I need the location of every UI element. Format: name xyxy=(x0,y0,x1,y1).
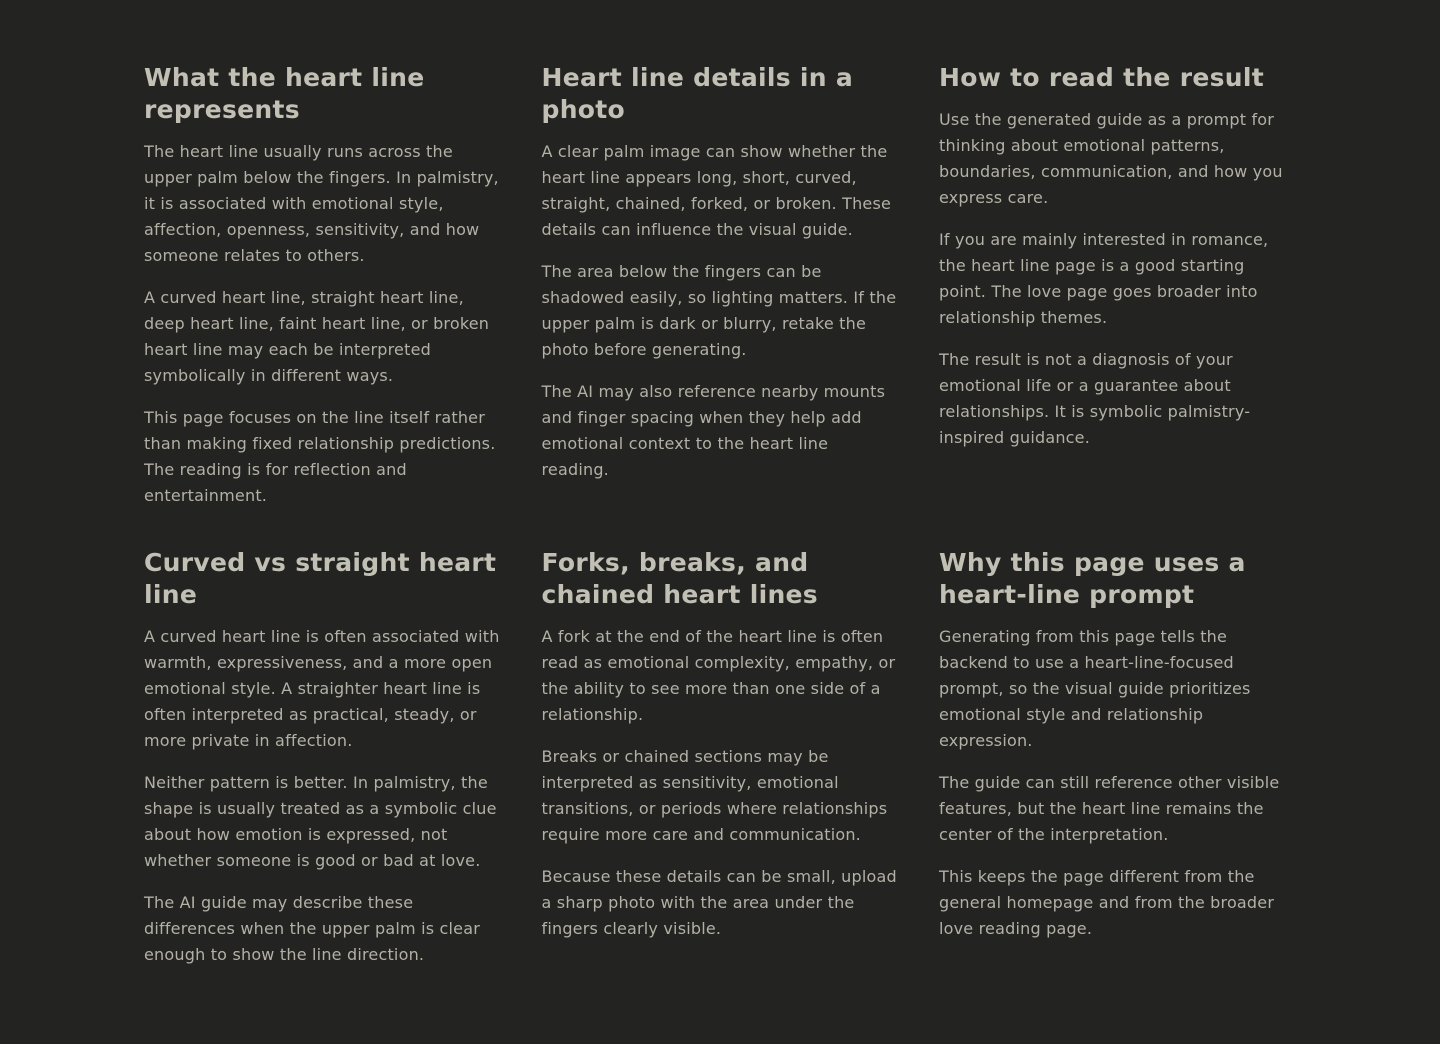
section-heading: Forks, breaks, and chained heart lines xyxy=(541,548,818,609)
section-paragraph: The AI may also reference nearby mounts and finger spacing when they help add emotional context to the heart line reading. xyxy=(541,382,886,479)
section-paragraph: This page focuses on the line itself rather than making fixed relationship predictions. The reading is for reflection and entertainment. xyxy=(144,408,496,505)
section-heading: Heart line details in a photo xyxy=(541,63,854,124)
section-paragraph: If you are mainly interested in romance, the heart line page is a good starting point. The love page goes broader into relationship themes. xyxy=(939,230,1269,327)
section-curved-vs-straight xyxy=(144,547,501,968)
section-heading: Curved vs straight heart line xyxy=(144,548,497,609)
section-heading: Why this page uses a heart-line prompt xyxy=(939,548,1246,609)
section-paragraph: The AI guide may describe these differences when the upper palm is clear enough to show the line direction. xyxy=(144,893,480,964)
section-why-heart-line-prompt xyxy=(939,547,1296,968)
section-paragraph: A curved heart line, straight heart line, deep heart line, faint heart line, or broken heart line may each be interpreted symbolically in different ways. xyxy=(144,288,490,385)
section-paragraph: Breaks or chained sections may be interpreted as sensitivity, emotional transitions, or periods where relationships require more care and communication. xyxy=(541,747,888,844)
section-how-to-read-result xyxy=(939,62,1296,509)
section-paragraph: Generating from this page tells the backend to use a heart-line-focused prompt, so the visual guide prioritizes emotional style and relationship expression. xyxy=(939,627,1251,750)
section-paragraph: A clear palm image can show whether the heart line appears long, short, curved, straight, chained, forked, or broken. These details can influence the visual guide. xyxy=(541,142,892,239)
section-heading: How to read the result xyxy=(939,63,1264,92)
section-paragraph: The result is not a diagnosis of your emotional life or a guarantee about relationships. It is symbolic palmistry-inspired guidance. xyxy=(939,350,1251,447)
info-sections-grid xyxy=(144,62,1296,968)
section-paragraph: A fork at the end of the heart line is often read as emotional complexity, empathy, or the ability to see more than one side of a relationship. xyxy=(541,627,896,724)
section-heart-line-represents xyxy=(144,62,501,509)
section-forks-breaks-chains xyxy=(542,547,899,968)
section-paragraph: Use the generated guide as a prompt for thinking about emotional patterns, boundaries, communication, and how you express care. xyxy=(939,110,1283,207)
section-paragraph: This keeps the page different from the general homepage and from the broader love reading page. xyxy=(939,867,1275,938)
section-paragraph: The heart line usually runs across the upper palm below the fingers. In palmistry, it is associated with emotional style, affection, openness, sensitivity, and how someone relates to others. xyxy=(144,142,499,265)
section-paragraph: Because these details can be small, upload a sharp photo with the area under the fingers clearly visible. xyxy=(541,867,897,938)
section-heart-line-details xyxy=(542,62,899,509)
section-paragraph: The guide can still reference other visible features, but the heart line remains the center of the interpretation. xyxy=(939,773,1280,844)
section-paragraph: The area below the fingers can be shadowed easily, so lighting matters. If the upper palm is dark or blurry, retake the photo before generating. xyxy=(541,262,897,359)
section-paragraph: Neither pattern is better. In palmistry, the shape is usually treated as a symbolic clue about how emotion is expressed, not whether someone is good or bad at love. xyxy=(144,773,497,870)
section-paragraph: A curved heart line is often associated with warmth, expressiveness, and a more open emotional style. A straighter heart line is often interpreted as practical, steady, or more private in affection. xyxy=(144,627,500,750)
section-heading: What the heart line represents xyxy=(144,63,425,124)
